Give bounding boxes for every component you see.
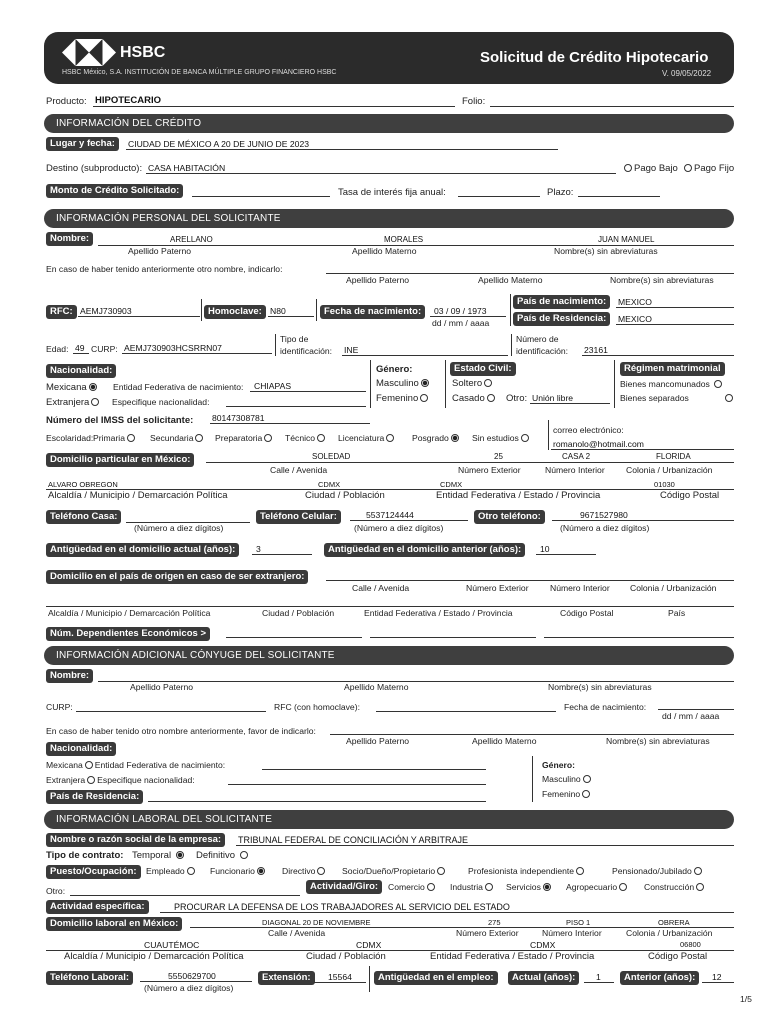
num-int-value[interactable]: CASA 2 xyxy=(562,452,591,461)
fnac-label: Fecha de nacimiento: xyxy=(320,305,425,319)
fnac-value[interactable]: 03 / 09 / 1973 xyxy=(434,306,487,316)
num-id-value[interactable]: 23161 xyxy=(584,345,608,355)
otro-puesto-label: Otro: xyxy=(46,886,66,896)
servicios-text: Servicios xyxy=(506,882,541,892)
rfc-label: RFC: xyxy=(46,305,77,319)
anterior-value[interactable]: 12 xyxy=(712,972,722,982)
profesionista-text: Profesionista independiente xyxy=(468,866,575,876)
homoclave-value[interactable]: N80 xyxy=(270,306,286,316)
temporal-option[interactable] xyxy=(132,850,186,861)
version: V. 09/05/2022 xyxy=(662,69,712,78)
otro-tel-label: Otro teléfono: xyxy=(474,510,545,524)
caption: Nombre(s) sin abreviaturas xyxy=(548,682,652,692)
caption: Entidad Federativa / Estado / Provincia xyxy=(364,608,513,618)
genero-label: Género: xyxy=(376,364,413,375)
num-ext-value[interactable]: 25 xyxy=(494,452,503,461)
caption: Ciudad / Población xyxy=(306,951,386,962)
otro-puesto-field[interactable] xyxy=(70,895,300,896)
caption: Alcaldía / Municipio / Demarcación Política xyxy=(64,951,244,962)
actual-value[interactable]: 1 xyxy=(596,972,601,982)
conyuge-pais-res-field[interactable] xyxy=(148,801,486,802)
directivo-text: Directivo xyxy=(282,866,316,876)
antig-empleo-label: Antigüedad en el empleo: xyxy=(374,971,498,985)
caption: Código Postal xyxy=(660,490,720,501)
conyuge-pais-res-label: País de Residencia: xyxy=(46,790,143,804)
dom-laboral-ciudad[interactable]: CDMX xyxy=(356,940,382,950)
caption: (Número a diez dígitos) xyxy=(560,523,650,533)
pensionado-text: Pensionado/Jubilado xyxy=(612,866,692,876)
caption: Colonia / Urbanización xyxy=(630,583,717,593)
calle-value[interactable]: SOLEDAD xyxy=(312,452,351,461)
tipo-id-label: Tipo de xyxy=(280,334,309,344)
destino-label: Destino (subproducto): xyxy=(46,163,143,174)
correo-value[interactable]: romanolo@hotmail.com xyxy=(553,439,644,449)
empresa-label: Nombre o razón social de la empresa: xyxy=(46,833,225,847)
temporal-text: Temporal xyxy=(132,850,172,861)
sin-estudios-text: Sin estudios xyxy=(472,433,519,443)
conyuge-mexicana-text: Mexicana xyxy=(46,760,83,770)
conyuge-femenino-text: Femenino xyxy=(542,789,581,799)
alcaldia-value[interactable]: ALVARO OBREGON xyxy=(48,480,118,489)
otro-nombre-label: En caso de haber tenido anteriormente otro nombre, indicarlo: xyxy=(46,264,283,274)
destino-value[interactable]: CASA HABITACIÓN xyxy=(148,163,226,173)
bienes-man-text: Bienes mancomunados xyxy=(620,379,710,389)
tecnico-text: Técnico xyxy=(285,433,316,443)
caption: Calle / Avenida xyxy=(268,928,326,938)
posgrado-text: Posgrado xyxy=(412,433,449,443)
dependientes-label: Núm. Dependientes Económicos > xyxy=(46,627,210,641)
num-id-label: Número de xyxy=(516,334,559,344)
masculino-option[interactable] xyxy=(376,378,431,389)
section-personal: INFORMACIÓN PERSONAL DEL SOLICITANTE xyxy=(44,209,734,228)
construccion-text: Construcción xyxy=(644,882,695,892)
conyuge-fnac-field[interactable] xyxy=(658,709,734,710)
brand-name: HSBC xyxy=(120,44,166,61)
antig-anterior-value[interactable]: 10 xyxy=(540,544,550,554)
curp-label: CURP: xyxy=(91,344,118,354)
dom-laboral-num-ext[interactable]: 275 xyxy=(488,918,501,927)
agropecuario-option[interactable] xyxy=(566,882,629,893)
antig-actual-value[interactable]: 3 xyxy=(256,544,261,554)
funcionario-text: Funcionario xyxy=(210,866,255,876)
femenino-option[interactable] xyxy=(376,393,430,404)
correo-label: correo electrónico: xyxy=(553,425,624,435)
imss-label: Número del IMSS del solicitante: xyxy=(46,415,194,426)
caption: Código Postal xyxy=(648,951,708,962)
empleado-text: Empleado xyxy=(146,866,185,876)
nombre-label: Nombre: xyxy=(46,232,93,246)
conyuge-rfc-field[interactable] xyxy=(376,711,556,712)
caption: Colonia / Urbanización xyxy=(626,928,713,938)
conyuge-mexicana-option[interactable] xyxy=(46,760,225,771)
antig-actual-label: Antigüedad en el domicilio actual (años): xyxy=(46,543,239,557)
nacionalidad-label: Nacionalidad: xyxy=(46,364,116,378)
tecnico-option[interactable] xyxy=(285,433,327,444)
contrato-label: Tipo de contrato: xyxy=(46,850,124,861)
caption: (Número a diez dígitos) xyxy=(144,983,234,993)
directivo-option[interactable] xyxy=(282,866,327,877)
anterior-label: Anterior (años): xyxy=(620,971,699,985)
dom-extranjero-field[interactable] xyxy=(326,580,734,581)
caption: Ciudad / Población xyxy=(305,490,385,501)
caption: Número Exterior xyxy=(458,465,521,475)
caption: Nombre(s) sin abreviaturas xyxy=(606,736,710,746)
dom-laboral-label: Domicilio laboral en México: xyxy=(46,917,182,931)
extension-label: Extensión: xyxy=(258,971,315,985)
dom-extranjero-label: Domicilio en el país de origen en caso de ser extranjero: xyxy=(46,570,308,584)
secundaria-text: Secundaria xyxy=(150,433,194,443)
conyuge-fnac-format: dd / mm / aaaa xyxy=(662,711,720,721)
pago-fijo-text: Pago Fijo xyxy=(694,163,735,174)
conyuge-especifique-field[interactable] xyxy=(228,784,486,785)
soltero-text: Soltero xyxy=(452,378,483,389)
conyuge-fnac-label: Fecha de nacimiento: xyxy=(564,702,647,712)
plazo-label: Plazo: xyxy=(547,187,574,198)
section-conyuge: INFORMACIÓN ADICIONAL CÓNYUGE DEL SOLICITANTE xyxy=(44,646,734,665)
rfc-value[interactable]: AEMJ730903 xyxy=(80,306,132,316)
domicilio-label: Domicilio particular en México: xyxy=(46,453,194,467)
apellido-paterno-value[interactable]: ARELLANO xyxy=(170,235,213,244)
femenino-text: Femenino xyxy=(376,393,419,404)
comercio-option[interactable] xyxy=(388,882,437,893)
definitivo-option[interactable] xyxy=(196,850,250,861)
entidad-value[interactable]: CHIAPAS xyxy=(254,381,292,391)
ciudad-value[interactable]: CDMX xyxy=(318,480,341,489)
extension-value[interactable]: 15564 xyxy=(328,972,352,982)
posgrado-option[interactable] xyxy=(412,433,461,444)
licenciatura-text: Licenciatura xyxy=(338,433,385,443)
caption: Alcaldía / Municipio / Demarcación Política xyxy=(48,490,228,501)
edad-value[interactable]: 49 xyxy=(75,343,85,353)
caption: Entidad Federativa / Estado / Provincia xyxy=(430,951,595,962)
empleado-option[interactable] xyxy=(146,866,197,877)
conyuge-nombre-label: Nombre: xyxy=(46,669,93,683)
conyuge-otro-nombre-field[interactable] xyxy=(330,734,734,735)
section-laboral: INFORMACIÓN LABORAL DEL SOLICITANTE xyxy=(44,810,734,829)
estado-civil-label: Estado Civil: xyxy=(450,362,516,376)
regimen-label: Régimen matrimonial xyxy=(620,362,725,376)
estado-value[interactable]: CDMX xyxy=(440,480,463,489)
caption: (Número a diez dígitos) xyxy=(134,523,224,533)
masculino-text: Masculino xyxy=(376,378,419,389)
actividad-value[interactable]: PROCURAR LA DEFENSA DE LOS TRABAJADORES AL SERVICIO DEL ESTADO xyxy=(174,902,510,912)
caption: Apellido Paterno xyxy=(128,246,192,256)
caption: Apellido Paterno xyxy=(346,736,410,746)
pais-nac-value[interactable]: MEXICO xyxy=(618,297,652,307)
mexicana-option[interactable] xyxy=(46,382,99,393)
escolaridad-label: Escolaridad: xyxy=(46,433,94,443)
giro-label: Actividad/Giro: xyxy=(306,880,382,894)
dom-laboral-estado[interactable]: CDMX xyxy=(530,940,556,950)
dom-laboral-num-int[interactable]: PISO 1 xyxy=(566,918,591,927)
primaria-text: Primaria xyxy=(93,433,125,443)
bienes-man-option[interactable] xyxy=(620,379,724,390)
imss-value[interactable]: 80147308781 xyxy=(212,413,265,423)
lugar-value[interactable]: CIUDAD DE MÉXICO A 20 DE JUNIO DE 2023 xyxy=(128,139,310,149)
especifique-label: Especifique nacionalidad: xyxy=(112,397,210,407)
cp-value[interactable]: 01030 xyxy=(654,480,675,489)
conyuge-masculino-text: Masculino xyxy=(542,774,581,784)
monto-field[interactable] xyxy=(192,196,330,197)
caption: Número Interior xyxy=(545,465,605,475)
pago-bajo-text: Pago Bajo xyxy=(634,163,678,174)
pais-nac-label: País de nacimiento: xyxy=(513,295,610,309)
caption: (Número a diez dígitos) xyxy=(354,523,444,533)
conyuge-otro-nombre: En caso de haber tenido otro nombre anteriormente, favor de indicarlo: xyxy=(46,726,316,736)
definitivo-text: Definitivo xyxy=(196,850,236,861)
otro-civil-label: Otro: xyxy=(506,393,528,404)
tasa-field[interactable] xyxy=(458,196,540,197)
dom-laboral-calle[interactable]: DIAGONAL 20 DE NOVIEMBRE xyxy=(262,918,371,927)
industria-text: Industria xyxy=(450,882,483,892)
hsbc-logo-icon xyxy=(62,39,116,66)
preparatoria-text: Preparatoria xyxy=(215,433,263,443)
page-number: 1/5 xyxy=(740,994,752,1004)
tasa-label: Tasa de interés fija anual: xyxy=(338,187,446,198)
monto-label: Monto de Crédito Solicitado: xyxy=(46,184,183,198)
extranjera-text: Extranjera xyxy=(46,397,90,408)
edad-label: Edad: xyxy=(46,344,69,354)
caption: Nombre(s) sin abreviaturas xyxy=(610,275,714,285)
conyuge-extranjera-text: Extranjera xyxy=(46,775,86,785)
caption: Apellido Paterno xyxy=(130,682,194,692)
antig-anterior-label: Antigüedad en el domicilio anterior (años): xyxy=(324,543,525,557)
conyuge-nacionalidad-label: Nacionalidad: xyxy=(46,742,116,756)
conyuge-genero-label: Género: xyxy=(542,760,575,770)
pais-res-value[interactable]: MEXICO xyxy=(618,314,652,324)
pais-res-label: País de Residencia: xyxy=(513,312,610,326)
actividad-label: Actividad específica: xyxy=(46,900,149,914)
colonia-value[interactable]: FLORIDA xyxy=(656,452,691,461)
empresa-value[interactable]: TRIBUNAL FEDERAL DE CONCILIACIÓN Y ARBITRAJE xyxy=(238,835,469,845)
caption: Número Exterior xyxy=(466,583,529,593)
extranjera-option[interactable] xyxy=(46,397,101,408)
caption: Colonia / Urbanización xyxy=(626,465,713,475)
caption: Apellido Paterno xyxy=(346,275,410,285)
bienes-sep-option[interactable] xyxy=(620,393,735,404)
num-id-label2: identificación: xyxy=(516,346,569,356)
conyuge-rfc-label: RFC (con homoclave): xyxy=(274,702,360,712)
caption: Número Exterior xyxy=(456,928,519,938)
tipo-id-label2: identificación: xyxy=(280,346,333,356)
servicios-option[interactable] xyxy=(506,882,553,893)
pago-bajo-option[interactable] xyxy=(622,163,678,174)
socio-text: Socio/Dueño/Propietario xyxy=(342,866,436,876)
otro-civil-value[interactable]: Unión libre xyxy=(532,393,574,403)
tel-cel-label: Teléfono Celular: xyxy=(256,510,341,524)
entidad-label: Entidad Federativa de nacimiento: xyxy=(113,382,244,392)
curp-value[interactable]: AEMJ730903HCSRRN07 xyxy=(124,343,222,353)
conyuge-curp-field[interactable] xyxy=(76,711,266,712)
preparatoria-option[interactable] xyxy=(215,433,274,444)
conyuge-especifique-text: Especifique nacionalidad: xyxy=(97,775,195,785)
bienes-sep-text: Bienes separados xyxy=(620,393,689,403)
conyuge-entidad-field[interactable] xyxy=(262,769,486,770)
conyuge-curp-label: CURP: xyxy=(46,702,73,712)
header-subtitle: HSBC México, S.A. INSTITUCIÓN DE BANCA MÚLTIPLE GRUPO FINANCIERO HSBC xyxy=(62,69,337,76)
conyuge-masculino-option[interactable] xyxy=(542,774,593,785)
caption: Entidad Federativa / Estado / Provincia xyxy=(436,490,601,501)
dom-laboral-colonia[interactable]: OBRERA xyxy=(658,918,690,927)
caption: Nombre(s) sin abreviaturas xyxy=(554,246,658,256)
caption: Calle / Avenida xyxy=(270,465,328,475)
conyuge-femenino-option[interactable] xyxy=(542,789,592,800)
fnac-format: dd / mm / aaaa xyxy=(432,318,490,328)
producto-label: Producto: xyxy=(46,96,87,107)
conyuge-extranjera-option[interactable] xyxy=(46,775,195,786)
caption: País xyxy=(668,608,686,618)
otro-tel-value[interactable]: 9671527980 xyxy=(580,510,628,520)
dependientes-field[interactable] xyxy=(226,637,362,638)
folio-field[interactable] xyxy=(490,106,734,107)
casado-text: Casado xyxy=(452,393,485,404)
form-title: Solicitud de Crédito Hipotecario xyxy=(480,49,709,66)
licenciatura-option[interactable] xyxy=(338,433,396,444)
primaria-option[interactable] xyxy=(93,433,137,444)
sin-estudios-option[interactable] xyxy=(472,433,531,444)
pago-fijo-option[interactable] xyxy=(682,163,734,174)
caption: Apellido Materno xyxy=(472,736,537,746)
lugar-label: Lugar y fecha: xyxy=(46,137,119,151)
construccion-option[interactable] xyxy=(644,882,706,893)
caption: Apellido Materno xyxy=(344,682,409,692)
caption: Número Interior xyxy=(550,583,610,593)
socio-option[interactable] xyxy=(342,866,447,877)
comercio-text: Comercio xyxy=(388,882,425,892)
tel-laboral-value[interactable]: 5550629700 xyxy=(168,971,216,981)
casado-option[interactable] xyxy=(452,393,497,404)
caption: Código Postal xyxy=(560,608,614,618)
secundaria-option[interactable] xyxy=(150,433,205,444)
profesionista-option[interactable] xyxy=(468,866,586,877)
homoclave-label: Homoclave: xyxy=(204,305,266,319)
tel-laboral-label: Teléfono Laboral: xyxy=(46,971,133,985)
funcionario-option[interactable] xyxy=(210,866,267,877)
caption: Número Interior xyxy=(542,928,602,938)
caption: Calle / Avenida xyxy=(352,583,410,593)
puesto-label: Puesto/Ocupación: xyxy=(46,865,141,879)
agropecuario-text: Agropecuario xyxy=(566,882,618,892)
tel-cel-value[interactable]: 5537124444 xyxy=(366,510,414,520)
tel-casa-label: Teléfono Casa: xyxy=(46,510,121,524)
soltero-option[interactable] xyxy=(452,378,494,389)
dom-laboral-alcaldia[interactable]: CUAUTÉMOC xyxy=(144,940,200,950)
caption: Alcaldía / Municipio / Demarcación Política xyxy=(48,608,211,618)
producto-value[interactable]: HIPOTECARIO xyxy=(95,95,161,106)
pensionado-option[interactable] xyxy=(612,866,704,877)
apellido-materno-value[interactable]: MORALES xyxy=(384,235,424,244)
dom-laboral-cp[interactable]: 06800 xyxy=(680,940,701,949)
conyuge-entidad-text: Entidad Federativa de nacimiento: xyxy=(94,760,226,770)
mexicana-text: Mexicana xyxy=(46,382,87,393)
tipo-id-value[interactable]: INE xyxy=(344,345,359,355)
industria-option[interactable] xyxy=(450,882,495,893)
otro-nombre-field[interactable] xyxy=(326,273,734,274)
plazo-field[interactable] xyxy=(578,196,660,197)
especifique-field[interactable] xyxy=(226,406,366,407)
section-credito: INFORMACIÓN DEL CRÉDITO xyxy=(44,114,734,133)
caption: Apellido Materno xyxy=(352,246,417,256)
caption: Apellido Materno xyxy=(478,275,543,285)
nombres-value[interactable]: JUAN MANUEL xyxy=(598,235,655,244)
folio-label: Folio: xyxy=(462,96,486,107)
caption: Ciudad / Población xyxy=(262,608,335,618)
actual-label: Actual (años): xyxy=(508,971,579,985)
